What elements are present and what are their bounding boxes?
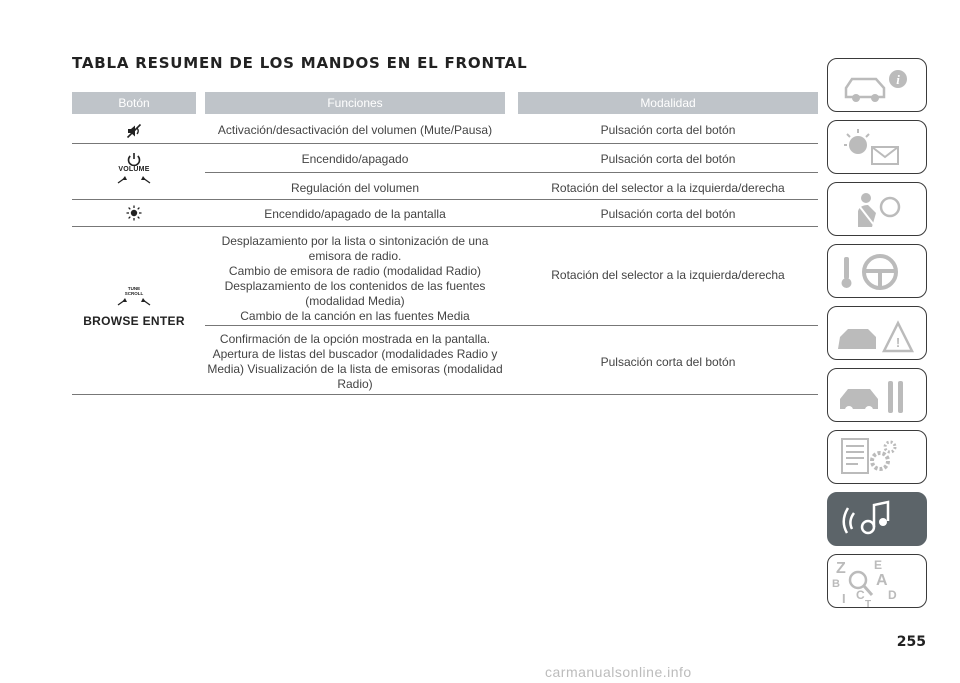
technical-data-tab[interactable] <box>827 430 927 484</box>
mute-icon <box>126 123 142 139</box>
index-letter: E <box>874 558 883 572</box>
car-info-icon <box>828 59 928 113</box>
watermark: carmanualsonline.info <box>545 664 692 680</box>
scroll-text: SCROLL <box>124 291 144 296</box>
function-text: Regulación del volumen <box>290 181 420 195</box>
function-text-block <box>205 332 505 392</box>
function-line: Apertura de listas del buscador (modalidades Radio y <box>212 347 498 361</box>
row-divider <box>72 143 818 144</box>
function-line: Desplazamiento por la lista o sintonización de una <box>221 234 489 248</box>
car-tools-icon <box>828 369 928 423</box>
volume-label: VOLUME <box>118 166 150 173</box>
mode-text: Rotación del selector a la izquierda/derecha <box>551 181 785 195</box>
index-letter: B <box>832 578 840 590</box>
power-icon <box>116 152 152 166</box>
driving-tab[interactable] <box>827 244 927 298</box>
page-title: TABLA RESUMEN DE LOS MANDOS EN EL FRONTAL <box>72 54 528 72</box>
function-line: Confirmación de la opción mostrada en la pantalla. <box>219 332 491 346</box>
display-icon <box>126 205 142 221</box>
mode-text: Rotación del selector a la izquierda/derecha <box>551 268 785 282</box>
function-line: Desplazamiento de los contenidos de las fuentes <box>224 279 486 293</box>
car-info-tab[interactable] <box>827 58 927 112</box>
controls-summary-table <box>72 92 818 391</box>
mode-text: Pulsación corta del botón <box>600 355 736 369</box>
safety-tab[interactable] <box>827 182 927 236</box>
function-text: Encendido/apagado <box>301 152 409 166</box>
tune-text: TUNE <box>127 286 141 291</box>
header-functions: Funciones <box>205 92 505 114</box>
table-header <box>72 92 818 114</box>
car-accident-icon <box>828 307 928 361</box>
function-line: Cambio de emisora de radio (modalidad Radio) <box>228 264 482 278</box>
row-divider <box>205 325 818 326</box>
index-tab[interactable] <box>827 554 927 608</box>
warning-lights-mail-icon <box>828 121 928 175</box>
index-letter: Z <box>836 560 846 577</box>
function-text-block <box>205 234 505 324</box>
row-divider <box>72 199 818 200</box>
index-letter: T <box>865 599 872 609</box>
rotate-arrows-icon <box>116 174 152 184</box>
mode-text: Pulsación corta del botón <box>600 123 736 137</box>
function-text: Encendido/apagado de la pantalla <box>264 207 446 221</box>
steering-key-icon <box>828 245 928 299</box>
function-line: Media) Visualización de la lista de emisoras (modalidad <box>207 362 503 376</box>
function-line: Radio) <box>337 377 373 391</box>
row-divider <box>72 226 818 227</box>
index-letter: D <box>888 588 897 602</box>
row-divider <box>205 172 818 173</box>
function-line: emisora de radio. <box>308 249 402 263</box>
document-gears-icon <box>828 431 928 485</box>
function-line: (modalidad Media) <box>305 294 405 308</box>
maintenance-tab[interactable] <box>827 368 927 422</box>
lights-messages-tab[interactable] <box>827 120 927 174</box>
alphabet-search-icon <box>828 555 928 609</box>
rotate-arrows-icon <box>116 296 152 306</box>
mode-text: Pulsación corta del botón <box>600 207 736 221</box>
function-line: Cambio de la canción en las fuentes Media <box>240 309 470 323</box>
emergency-tab[interactable] <box>827 306 927 360</box>
header-button: Botón <box>72 92 196 114</box>
multimedia-tab[interactable] <box>827 492 927 546</box>
page-number: 255 <box>896 634 926 650</box>
tune-scroll-label <box>116 286 152 296</box>
index-letter: A <box>876 572 888 589</box>
music-signal-icon <box>828 493 928 547</box>
index-letter: C <box>856 588 865 602</box>
browse-enter-label: BROWSE ENTER <box>83 314 185 328</box>
row-divider <box>72 394 818 395</box>
mode-text: Pulsación corta del botón <box>600 152 736 166</box>
svg-text:i: i <box>896 72 900 87</box>
svg-text:!: ! <box>895 335 901 350</box>
header-mode: Modalidad <box>518 92 818 114</box>
index-letter: I <box>842 591 846 606</box>
seatbelt-airbag-icon <box>828 183 928 237</box>
function-text: Activación/desactivación del volumen (Mute/Pausa) <box>217 123 493 137</box>
